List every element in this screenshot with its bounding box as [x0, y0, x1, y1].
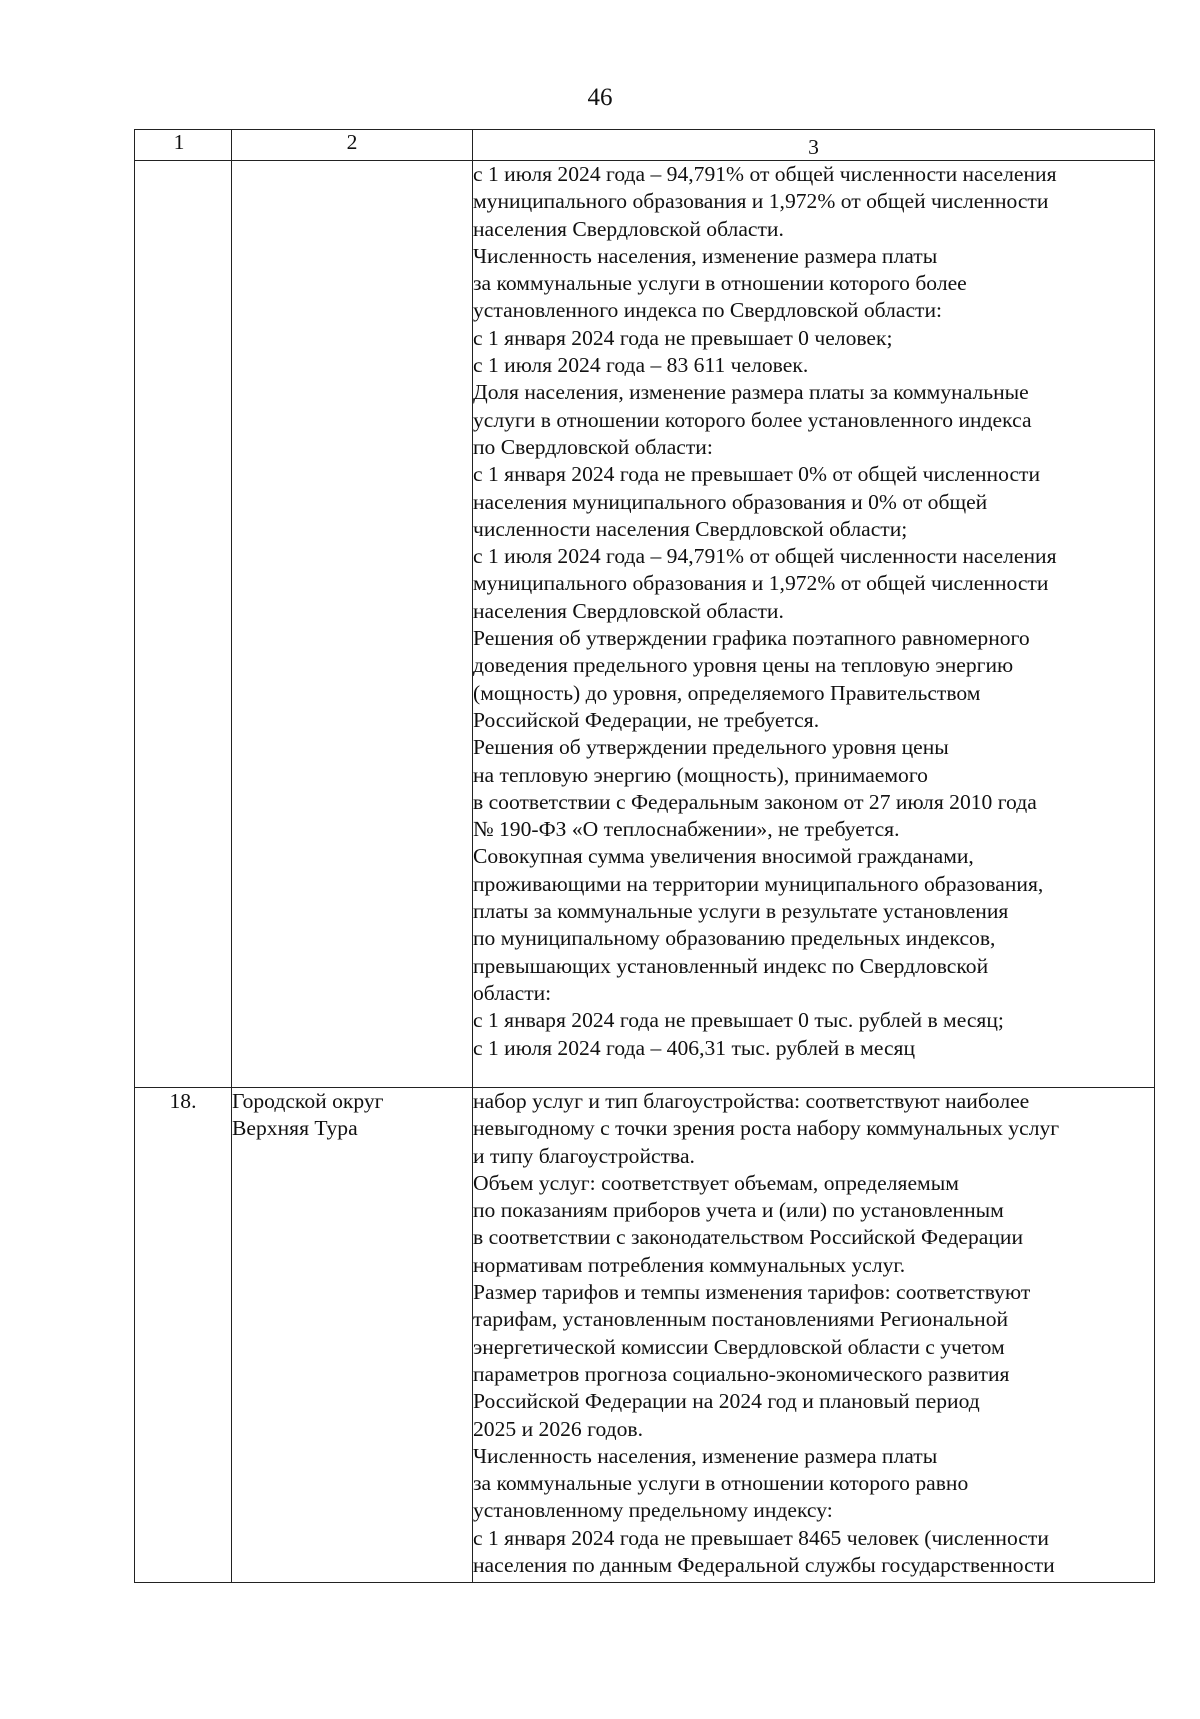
text-line: населения по данным Федеральной службы государственности — [473, 1553, 1055, 1578]
text-line: нормативам потребления коммунальных услуг. — [473, 1252, 906, 1277]
text-line: превышающих установленный индекс по Свердловской — [473, 953, 989, 978]
text-line: по Свердловской области: — [473, 434, 713, 459]
description-cell — [473, 161, 1155, 1088]
text-line: 2025 и 2026 годов. — [473, 1416, 643, 1441]
text-line: тарифам, установленным постановлениями Региональной — [473, 1307, 1009, 1332]
text-line: (мощность) до уровня, определяемого Правительством — [473, 680, 981, 705]
data-table — [134, 129, 1155, 1583]
table-header-row — [135, 130, 1155, 161]
text-line: за коммунальные услуги в отношении которого более — [473, 271, 967, 296]
municipality-name-cell — [232, 1088, 473, 1583]
text-line: с 1 января 2024 года не превышает 8465 человек (численности — [473, 1525, 1049, 1550]
text-line: проживающими на территории муниципального образования, — [473, 871, 1044, 896]
text-line: с 1 июля 2024 года – 83 611 человек. — [473, 353, 809, 378]
text-line: Российской Федерации на 2024 год и плановый период — [473, 1389, 980, 1414]
text-line: энергетической комиссии Свердловской области с учетом — [473, 1334, 1005, 1359]
text-line: населения муниципального образования и 0% от общей — [473, 489, 988, 514]
table-row — [135, 1088, 1155, 1583]
text-line: услуги в отношении которого более установленного индекса — [473, 407, 1032, 432]
text-line: Решения об утверждении предельного уровня цены — [473, 735, 949, 760]
column-header-1: 1 — [135, 130, 232, 161]
text-line: платы за коммунальные услуги в результате установления — [473, 899, 1009, 924]
text-line: с 1 января 2024 года не превышает 0% от общей численности — [473, 462, 1041, 487]
text-line: невыгодному с точки зрения роста набору коммунальных услуг — [473, 1116, 1060, 1141]
text-line: установленному предельному индексу: — [473, 1498, 833, 1523]
text-line: Совокупная сумма увеличения вносимой гражданами, — [473, 844, 974, 869]
column-header-2: 2 — [232, 130, 473, 161]
text-line: № 190-ФЗ «О теплоснабжении», не требуется. — [473, 817, 900, 842]
text-line: с 1 июля 2024 года – 94,791% от общей численности населения — [473, 162, 1057, 186]
text-line: области: — [473, 980, 552, 1005]
text-line: Доля населения, изменение размера платы за коммунальные — [473, 380, 1029, 405]
text-line: в соответствии с Федеральным законом от 27 июля 2010 года — [473, 789, 1037, 814]
text-line: с 1 января 2024 года не превышает 0 человек; — [473, 325, 893, 350]
description-cell — [473, 1088, 1155, 1583]
text-line: на тепловую энергию (мощность), принимаемого — [473, 762, 928, 787]
text-line: по показаниям приборов учета и (или) по установленным — [473, 1198, 1004, 1223]
column-header-3: 3 — [473, 130, 1155, 161]
text-line: Численность населения, изменение размера платы — [473, 243, 938, 268]
row-number-cell: 18. — [135, 1088, 232, 1583]
municipality-name-cell — [232, 161, 473, 1088]
row-number-cell — [135, 161, 232, 1088]
text-line: за коммунальные услуги в отношении которого равно — [473, 1471, 969, 1496]
text-line: муниципального образования и 1,972% от общей численности — [473, 189, 1049, 214]
page-number: 46 — [587, 84, 613, 111]
text-line: набор услуг и тип благоустройства: соответствуют наиболее — [473, 1089, 1030, 1113]
text-line: в соответствии с законодательством Российской Федерации — [473, 1225, 1023, 1250]
text-line: с 1 июля 2024 года – 94,791% от общей численности населения — [473, 544, 1057, 569]
text-line: с 1 января 2024 года не превышает 0 тыс. рублей в месяц; — [473, 1008, 1004, 1033]
text-line: по муниципальному образованию предельных индексов, — [473, 926, 996, 951]
text-line: Российской Федерации, не требуется. — [473, 707, 820, 732]
text-line: Размер тарифов и темпы изменения тарифов: соответствуют — [473, 1280, 1031, 1305]
text-line: установленного индекса по Свердловской области: — [473, 298, 943, 323]
text-line: численности населения Свердловской области; — [473, 516, 908, 541]
table-row — [135, 161, 1155, 1088]
text-line: с 1 июля 2024 года – 406,31 тыс. рублей в месяц — [473, 1035, 916, 1060]
text-line: Решения об утверждении графика поэтапного равномерного — [473, 626, 1030, 651]
text-line: муниципального образования и 1,972% от общей численности — [473, 571, 1049, 596]
text-line: и типу благоустройства. — [473, 1143, 695, 1168]
name-line: Верхняя Тура — [232, 1116, 358, 1141]
text-line: населения Свердловской области. — [473, 216, 784, 241]
text-line: доведения предельного уровня цены на тепловую энергию — [473, 653, 1014, 678]
text-line: Численность населения, изменение размера платы — [473, 1443, 938, 1468]
text-line: Объем услуг: соответствует объемам, определяемым — [473, 1170, 959, 1195]
name-line: Городской округ — [232, 1089, 384, 1113]
text-line: параметров прогноза социально-экономического развития — [473, 1361, 1010, 1386]
text-line: населения Свердловской области. — [473, 598, 784, 623]
